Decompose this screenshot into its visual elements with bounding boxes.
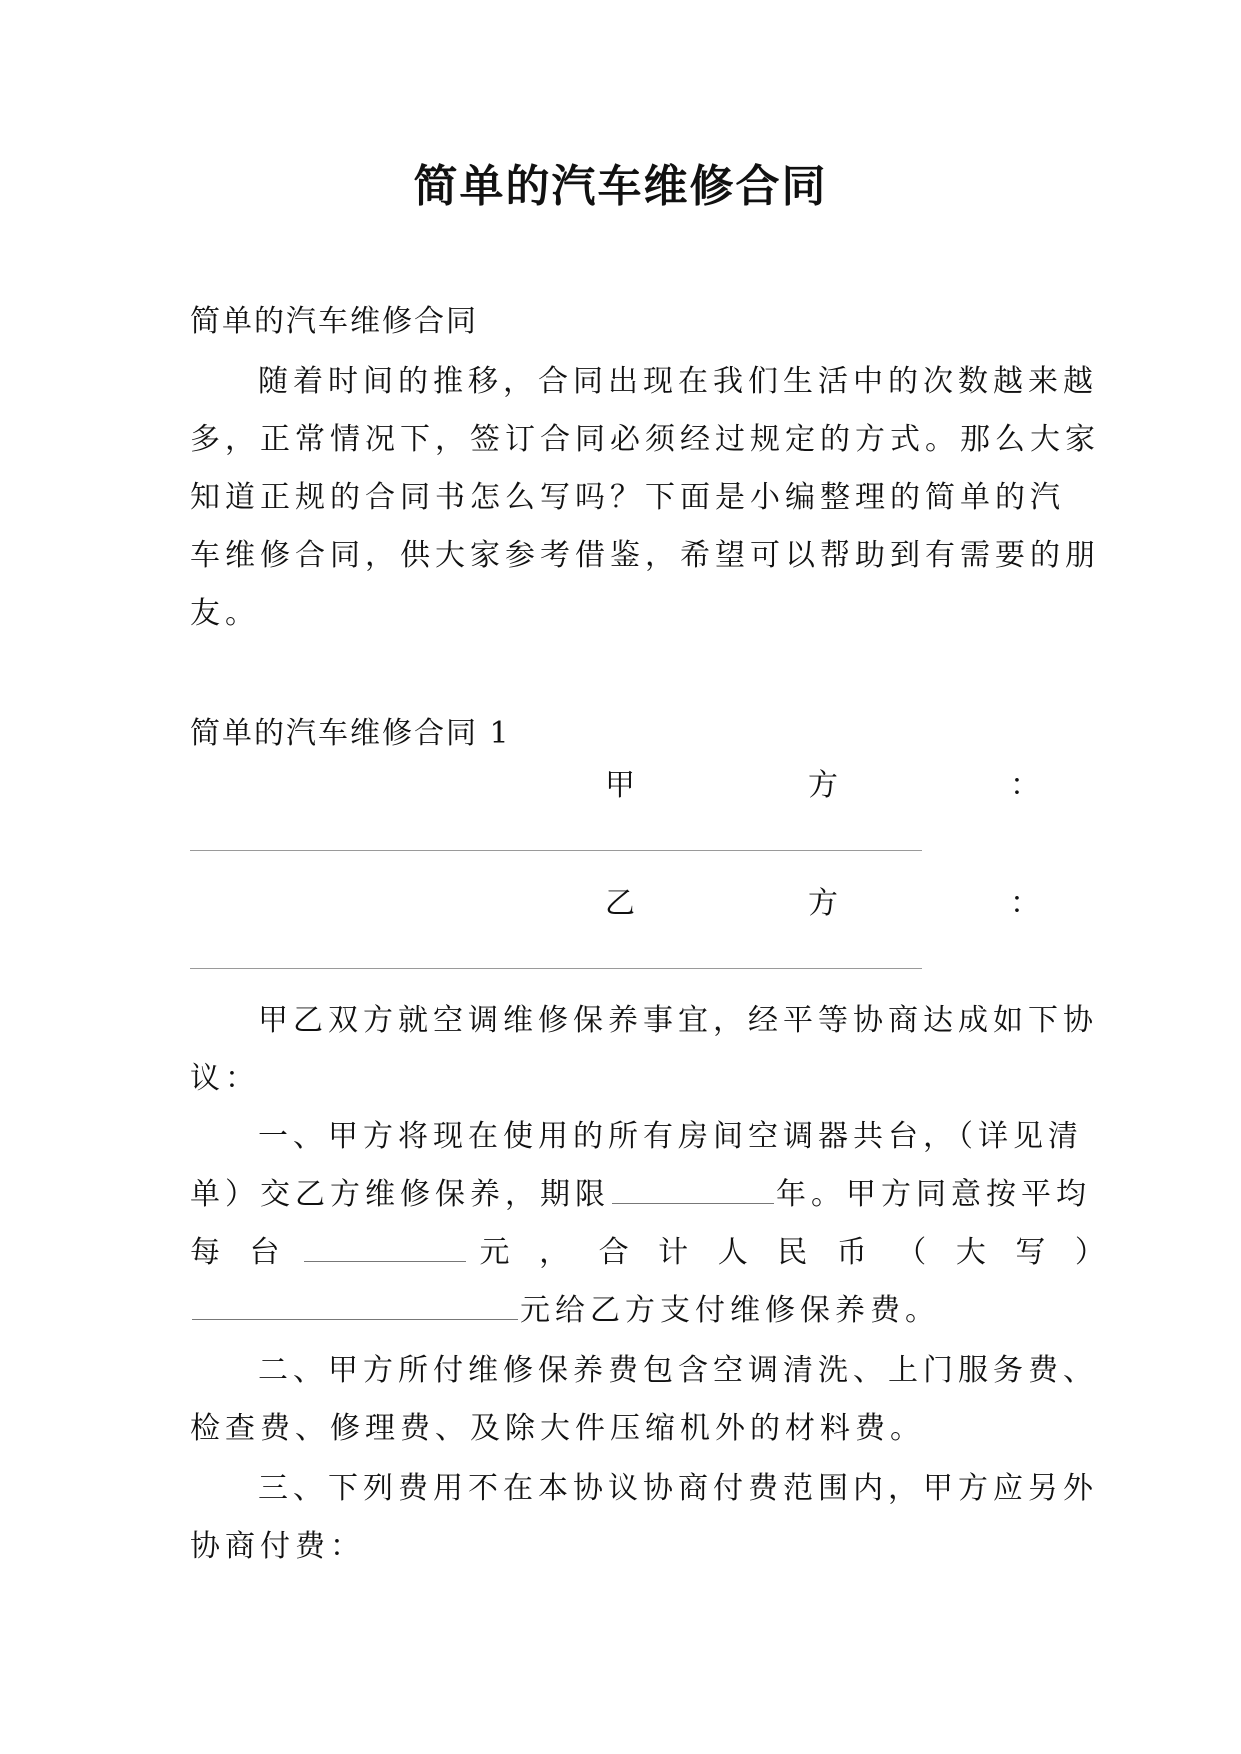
party-a-char-1: 甲 xyxy=(605,768,635,803)
clause-2-line-1: 二、甲方所付维修保养费包含空调清洗、上门服务费、 xyxy=(258,1353,1098,1388)
document-subtitle: 简单的汽车维修合同 xyxy=(190,304,478,339)
clause-1-line-2-text-a: 单）交乙方维修保养，期限 xyxy=(190,1177,610,1212)
party-b-signature-line xyxy=(190,968,922,969)
party-a-colon: ： xyxy=(1010,768,1040,803)
term-years-blank xyxy=(612,1202,774,1204)
party-b-colon: ： xyxy=(1010,886,1040,921)
clause-1-line-3-text-a: 每 台 xyxy=(190,1235,290,1270)
clause-1-line-2 xyxy=(190,1169,1091,1213)
party-a-signature-line xyxy=(190,850,922,851)
total-amount-blank xyxy=(192,1318,518,1320)
clause-1-line-3-text-b: 元 ， 合 计 人 民 币 （ 大 写 ） xyxy=(479,1235,1115,1270)
clause-1-line-4-text: 元给乙方支付维修保养费。 xyxy=(520,1293,940,1328)
intro-line-5: 友。 xyxy=(190,596,260,631)
intro-line-3: 知道正规的合同书怎么写吗？下面是小编整理的简单的汽 xyxy=(190,480,1065,515)
section-heading: 简单的汽车维修合同 1 xyxy=(190,716,511,751)
party-b-char-2: 方 xyxy=(808,886,838,921)
intro-line-2: 多，正常情况下，签订合同必须经过规定的方式。那么大家 xyxy=(190,422,1100,457)
clause-intro-line-2: 议： xyxy=(190,1061,260,1096)
party-a-char-2: 方 xyxy=(808,768,838,803)
clause-1-line-1: 一、甲方将现在使用的所有房间空调器共台，（详见清 xyxy=(258,1119,1083,1154)
clause-intro-line-1: 甲乙双方就空调维修保养事宜，经平等协商达成如下协 xyxy=(258,1003,1098,1038)
clause-1-line-3 xyxy=(190,1227,1115,1271)
clause-1-line-4 xyxy=(190,1285,940,1329)
clause-3-line-2: 协商付费： xyxy=(190,1529,365,1564)
intro-line-1: 随着时间的推移，合同出现在我们生活中的次数越来越 xyxy=(258,364,1098,399)
clause-3-line-1: 三、下列费用不在本协议协商付费范围内，甲方应另外 xyxy=(258,1471,1098,1506)
party-b-char-1: 乙 xyxy=(605,886,635,921)
document-title: 简单的汽车维修合同 xyxy=(413,161,828,212)
clause-2-line-2: 检查费、修理费、及除大件压缩机外的材料费。 xyxy=(190,1411,925,1446)
intro-line-4: 车维修合同，供大家参考借鉴，希望可以帮助到有需要的朋 xyxy=(190,538,1100,573)
clause-1-line-2-text-b: 年。甲方同意按平均 xyxy=(776,1177,1091,1212)
unit-price-blank xyxy=(304,1260,466,1262)
